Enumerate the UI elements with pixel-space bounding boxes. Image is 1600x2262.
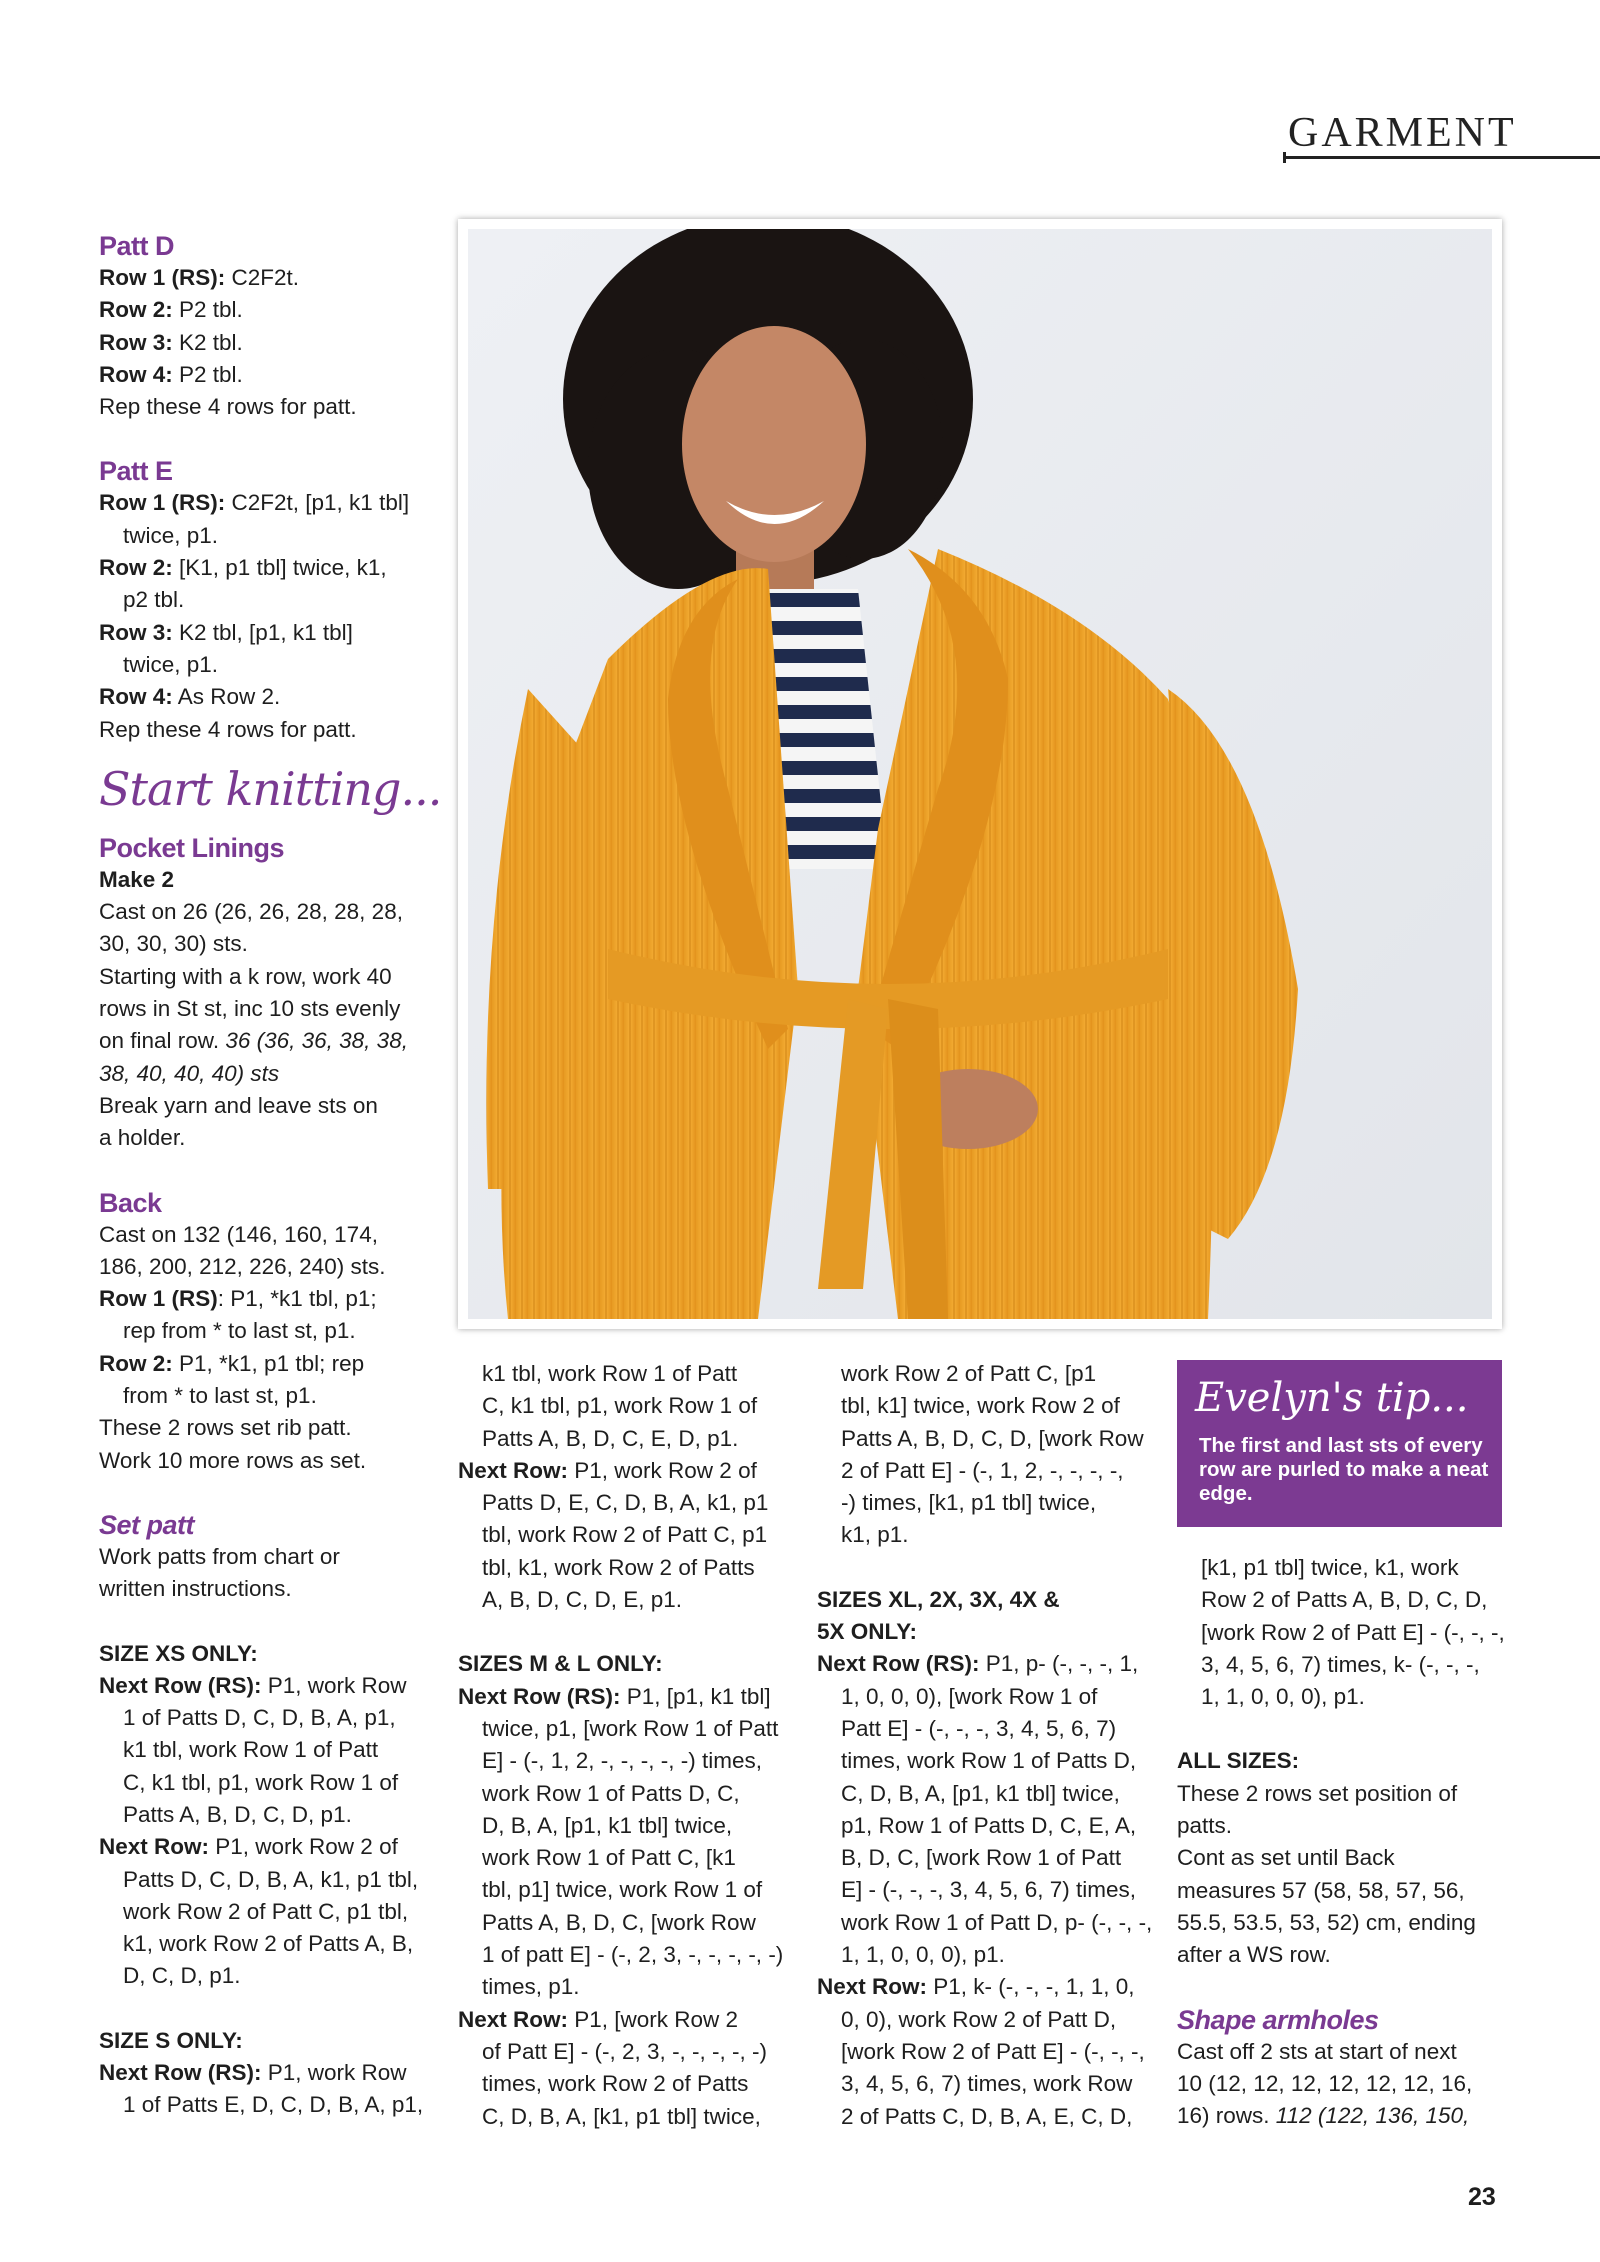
page-number: 23 (1468, 2183, 1496, 2211)
all-sizes-line: measures 57 (58, 58, 57, 56, (1177, 1877, 1465, 1903)
all-sizes-line: These 2 rows set position of (1177, 1780, 1458, 1806)
col2-line: tbl, work Row 2 of Patt C, p1 (482, 1522, 768, 1548)
patt-d-row1: Row 1 (RS): C2F2t. (99, 265, 300, 290)
ml-line: times, p1. (482, 1974, 580, 2000)
patt-e-row2: Row 2: [K1, p1 tbl] twice, k1, (99, 555, 387, 581)
patt-e-row3: Row 3: K2 tbl, [p1, k1 tbl] (99, 619, 353, 645)
ml-line: E] - (-, 1, 2, -, -, -, -, -) times, (482, 1748, 762, 1774)
xs-line: 1 of Patts D, C, D, B, A, p1, (123, 1705, 396, 1731)
back-row1: Row 1 (RS): P1, *k1 tbl, p1; (99, 1286, 377, 1312)
back-row1-cont: rep from * to last st, p1. (123, 1318, 356, 1344)
tip-title: Evelyn's tip... (1195, 1375, 1469, 1421)
xl-next-row: Next Row (RS): P1, p- (-, -, -, 1, (817, 1651, 1139, 1677)
pocket-line: Cast on 26 (26, 26, 28, 28, 28, (99, 899, 403, 925)
photo-frame (458, 219, 1502, 1329)
xs-line: k1, work Row 2 of Patts A, B, (123, 1931, 414, 1957)
col2-line: tbl, k1, work Row 2 of Patts (482, 1554, 755, 1580)
back-row2-cont: from * to last st, p1. (123, 1383, 317, 1409)
all-sizes-line: Cont as set until Back (1177, 1845, 1395, 1871)
patt-e-row3-cont: twice, p1. (123, 651, 219, 677)
xs-line: C, k1 tbl, p1, work Row 1 of (123, 1769, 399, 1795)
section-title: GARMENT (1288, 110, 1517, 156)
column-2 (458, 1358, 798, 2133)
ml-line: times, work Row 2 of Patts (482, 2071, 749, 2097)
col3-line: tbl, k1] twice, work Row 2 of (841, 1393, 1120, 1419)
model-illustration (468, 229, 1492, 1319)
patt-e-repeat: Rep these 4 rows for patt. (99, 716, 357, 742)
column-4 (1177, 1552, 1517, 2132)
back-line: Work 10 more rows as set. (99, 1447, 367, 1473)
xl-line: 2 of Patts C, D, B, A, E, C, D, (841, 2103, 1133, 2129)
back-line: Cast on 132 (146, 160, 174, (99, 1221, 378, 1247)
size-xl-heading-2: 5X ONLY: (817, 1619, 918, 1645)
xl-line: times, work Row 1 of Patts D, (841, 1748, 1137, 1774)
xs-line: Patts D, C, D, B, A, k1, p1 tbl, (123, 1866, 419, 1892)
cardigan-photo (468, 229, 1492, 1319)
col2-line: Patts A, B, D, C, E, D, p1. (482, 1425, 739, 1451)
patt-d-row4: Row 4: P2 tbl. (99, 361, 243, 387)
ml-line: work Row 1 of Patt C, [k1 (482, 1845, 736, 1871)
column-1 (99, 230, 444, 2122)
ml-line: D, B, A, [p1, k1 tbl] twice, (482, 1812, 733, 1838)
ml-next-row-2: Next Row: P1, [work Row 2 (458, 2006, 739, 2032)
xs-next-row: Next Row (RS): P1, work Row (99, 1672, 407, 1698)
xl-line: 0, 0), work Row 2 of Patt D, (841, 2006, 1117, 2032)
patt-d-row2: Row 2: P2 tbl. (99, 297, 243, 323)
ml-line: twice, p1, [work Row 1 of Patt (482, 1715, 779, 1741)
ml-line: work Row 1 of Patts D, C, (482, 1780, 740, 1806)
pocket-line: Starting with a k row, work 40 (99, 963, 392, 989)
back-heading: Back (99, 1187, 162, 1218)
xs-line: D, C, D, p1. (123, 1963, 241, 1989)
pocket-linings-heading: Pocket Linings (99, 832, 285, 863)
tip-box (1177, 1360, 1502, 1527)
size-s-heading: SIZE S ONLY: (99, 2027, 243, 2053)
all-sizes-line: patts. (1177, 1813, 1233, 1839)
xl-line: 1, 0, 0, 0), [work Row 1 of (841, 1683, 1098, 1709)
tip-text: The first and last sts of every row are purled to make a neat edge. (1199, 1434, 1489, 1505)
col3-line: Patts A, B, D, C, D, [work Row (841, 1425, 1144, 1451)
patt-e-row4: Row 4: As Row 2. (99, 684, 281, 710)
xl-next-row-2: Next Row: P1, k- (-, -, -, 1, 1, 0, (817, 1974, 1135, 2000)
column-3 (817, 1358, 1162, 2133)
all-sizes-line: 55.5, 53.5, 53, 52) cm, ending (1177, 1909, 1476, 1935)
patt-d-repeat: Rep these 4 rows for patt. (99, 394, 357, 420)
armholes-line: 10 (12, 12, 12, 12, 12, 12, 16, (1177, 2070, 1473, 2096)
size-xs-heading: SIZE XS ONLY: (99, 1640, 258, 1666)
col3-line: -) times, [k1, p1 tbl] twice, (841, 1490, 1097, 1516)
col3-line: 2 of Patt E] - (-, 1, 2, -, -, -, -, (841, 1457, 1124, 1483)
s-line: 1 of Patts E, D, C, D, B, A, p1, (123, 2092, 424, 2118)
ml-line: Patts A, B, D, C, [work Row (482, 1909, 756, 1935)
col4-line: [k1, p1 tbl] twice, k1, work (1201, 1555, 1459, 1580)
back-row2: Row 2: P1, *k1, p1 tbl; rep (99, 1350, 365, 1376)
xs-next-row-2: Next Row: P1, work Row 2 of (99, 1834, 398, 1860)
col4-line: 3, 4, 5, 6, 7) times, k- (-, -, -, (1201, 1651, 1480, 1677)
pocket-line: rows in St st, inc 10 sts evenly (99, 996, 401, 1022)
section-rule-tick (1283, 152, 1286, 163)
ml-next-row: Next Row (RS): P1, [p1, k1 tbl] (458, 1683, 771, 1709)
pocket-line: on final row. 36 (36, 36, 38, 38, (99, 1028, 408, 1054)
pocket-line: Break yarn and leave sts on (99, 1092, 378, 1118)
pocket-line: a holder. (99, 1125, 186, 1151)
xl-line: 3, 4, 5, 6, 7) times, work Row (841, 2071, 1133, 2097)
xs-line: Patts A, B, D, C, D, p1. (123, 1801, 352, 1827)
section-rule (1283, 156, 1600, 159)
patt-d-row3: Row 3: K2 tbl. (99, 329, 243, 355)
xl-line: [work Row 2 of Patt E] - (-, -, -, (841, 2038, 1145, 2064)
xl-line: C, D, B, A, [p1, k1 tbl] twice, (841, 1780, 1120, 1806)
col4-line: 1, 1, 0, 0, 0), p1. (1201, 1684, 1365, 1710)
col2-next-row: Next Row: P1, work Row 2 of (458, 1457, 757, 1483)
xl-line: E] - (-, -, -, 3, 4, 5, 6, 7) times, (841, 1877, 1137, 1903)
col2-line: k1 tbl, work Row 1 of Patt (482, 1361, 738, 1386)
size-ml-heading: SIZES M & L ONLY: (458, 1651, 663, 1677)
xl-line: Patt E] - (-, -, -, 3, 4, 5, 6, 7) (841, 1715, 1117, 1741)
xs-line: work Row 2 of Patt C, p1 tbl, (123, 1898, 409, 1924)
shape-armholes-heading: Shape armholes (1177, 2004, 1379, 2035)
patt-d-heading: Patt D (99, 231, 175, 261)
back-line: 186, 200, 212, 226, 240) sts. (99, 1253, 386, 1279)
col2-line: Patts D, E, C, D, B, A, k1, p1 (482, 1490, 769, 1516)
patt-e-row1: Row 1 (RS): C2F2t, [p1, k1 tbl] (99, 490, 410, 516)
pocket-make: Make 2 (99, 866, 175, 892)
size-xl-heading: SIZES XL, 2X, 3X, 4X & (817, 1586, 1060, 1612)
xl-line: work Row 1 of Patt D, p- (-, -, -, (841, 1909, 1153, 1935)
ml-line: tbl, p1] twice, work Row 1 of (482, 1877, 763, 1903)
armholes-line: Cast off 2 sts at start of next (1177, 2038, 1457, 2064)
all-sizes-heading: ALL SIZES: (1177, 1748, 1300, 1774)
set-patt-line: Work patts from chart or (99, 1543, 340, 1569)
patt-e-row1-cont: twice, p1. (123, 522, 219, 548)
start-knitting-heading: Start knitting... (99, 761, 442, 816)
col3-line: work Row 2 of Patt C, [p1 (841, 1361, 1097, 1386)
ml-line: 1 of patt E] - (-, 2, 3, -, -, -, -, -) (482, 1942, 784, 1968)
col3-line: k1, p1. (841, 1522, 909, 1548)
xl-line: B, D, C, [work Row 1 of Patt (841, 1845, 1122, 1871)
armholes-line: 16) rows. 112 (122, 136, 150, (1177, 2103, 1470, 2129)
col4-line: Row 2 of Patts A, B, D, C, D, (1201, 1587, 1488, 1613)
s-next-row: Next Row (RS): P1, work Row (99, 2060, 407, 2086)
patt-e-row2-cont: p2 tbl. (123, 587, 185, 613)
col2-line: C, k1 tbl, p1, work Row 1 of (482, 1393, 758, 1419)
pocket-line: 38, 40, 40, 40) sts (99, 1060, 280, 1086)
xl-line: p1, Row 1 of Patts D, C, E, A, (841, 1812, 1137, 1838)
ml-line: C, D, B, A, [k1, p1 tbl] twice, (482, 2103, 761, 2129)
col4-line: [work Row 2 of Patt E] - (-, -, -, (1201, 1619, 1505, 1645)
xl-line: 1, 1, 0, 0, 0), p1. (841, 1942, 1005, 1968)
patt-e-heading: Patt E (99, 456, 173, 487)
set-patt-heading: Set patt (99, 1509, 195, 1540)
ml-line: of Patt E] - (-, 2, 3, -, -, -, -, -) (482, 2038, 768, 2064)
set-patt-line: written instructions. (99, 1576, 292, 1602)
pocket-line: 30, 30, 30) sts. (99, 931, 248, 957)
back-line: These 2 rows set rib patt. (99, 1415, 352, 1441)
xs-line: k1 tbl, work Row 1 of Patt (123, 1737, 379, 1763)
all-sizes-line: after a WS row. (1177, 1942, 1331, 1968)
col2-line: A, B, D, C, D, E, p1. (482, 1587, 683, 1613)
